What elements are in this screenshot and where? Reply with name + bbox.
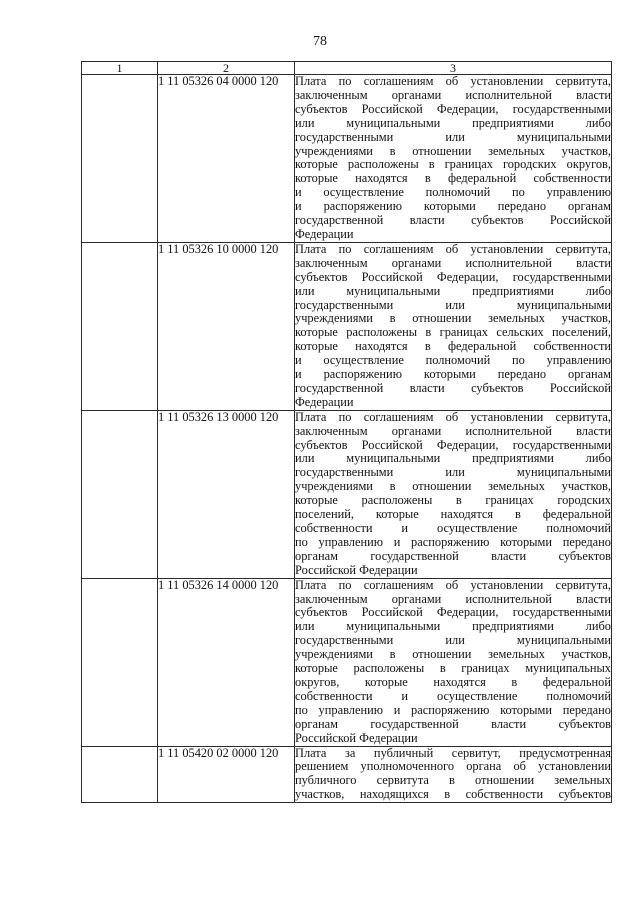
- table-row: [82, 410, 612, 578]
- description-line: органам государственной власти субъектов: [295, 549, 611, 563]
- description-line: и распоряжению которыми передано органам: [295, 200, 611, 214]
- description-cell: [295, 410, 612, 578]
- description-line: учреждениями в отношении земельных участков,: [295, 480, 611, 494]
- description-line: заключенным органами исполнительной власти: [295, 424, 611, 438]
- description-line: публичного сервитута в отношении земельных: [295, 774, 611, 788]
- description-line: субъектов Российской Федерации, государственными: [295, 606, 611, 620]
- table-header: [82, 62, 612, 75]
- description-line: государственными или муниципальными: [295, 466, 611, 480]
- description-line: которые находятся в федеральной собственности: [295, 172, 611, 186]
- table-body: [82, 75, 612, 803]
- description-line: Плата по соглашениям об установлении сервитута,: [295, 242, 611, 256]
- description-line: субъектов Российской Федерации, государственными: [295, 270, 611, 284]
- description-line: по управлению и распоряжению которыми передано: [295, 535, 611, 549]
- description-line: по управлению и распоряжению которыми передано: [295, 703, 611, 717]
- budget-classification-table: [81, 61, 612, 803]
- description-line: или муниципальными предприятиями либо: [295, 452, 611, 466]
- budget-code-cell: 1 11 05326 13 0000 120: [158, 410, 295, 578]
- page-number: 78: [313, 34, 327, 49]
- description-line: государственной власти субъектов Российской: [295, 381, 611, 395]
- column-header-3: 3: [295, 62, 612, 75]
- description-line: учреждениями в отношении земельных участков,: [295, 648, 611, 662]
- description-line: органам государственной власти субъектов: [295, 717, 611, 731]
- description-line: или муниципальными предприятиями либо: [295, 620, 611, 634]
- description-line: Плата по соглашениям об установлении сервитута,: [295, 578, 611, 592]
- description-line: поселений, которые находятся в федеральной: [295, 508, 611, 522]
- description-line: учреждениями в отношении земельных участков,: [295, 312, 611, 326]
- description-line: государственными или муниципальными: [295, 130, 611, 144]
- description-line: Плата за публичный сервитут, предусмотренная: [295, 746, 611, 760]
- description-line: государственными или муниципальными: [295, 298, 611, 312]
- description-cell: [295, 746, 612, 803]
- budget-code-cell: 1 11 05326 10 0000 120: [158, 242, 295, 410]
- description-line: государственными или муниципальными: [295, 634, 611, 648]
- description-line: заключенным органами исполнительной власти: [295, 256, 611, 270]
- description-line: которые расположены в границах городских округов,: [295, 158, 611, 172]
- description-line: субъектов Российской Федерации, государственными: [295, 438, 611, 452]
- description-line: решением уполномоченного органа об установлении: [295, 760, 611, 774]
- description-line: учреждениями в отношении земельных участков,: [295, 144, 611, 158]
- description-line: которые расположены в границах сельских поселений,: [295, 326, 611, 340]
- description-line: которые расположены в границах муниципальных: [295, 662, 611, 676]
- table-row: [82, 746, 612, 803]
- column-1-cell: [82, 746, 158, 803]
- table-row: [82, 75, 612, 243]
- description-line: округов, которые находятся в федеральной: [295, 675, 611, 689]
- description-line: Плата по соглашениям об установлении сервитута,: [295, 75, 611, 88]
- description-line: и осуществление полномочий по управлению: [295, 186, 611, 200]
- description-line: или муниципальными предприятиями либо: [295, 284, 611, 298]
- description-line: заключенным органами исполнительной власти: [295, 592, 611, 606]
- description-line: Плата по соглашениям об установлении сервитута,: [295, 410, 611, 424]
- description-line: которые расположены в границах городских: [295, 494, 611, 508]
- description-line: или муниципальными предприятиями либо: [295, 116, 611, 130]
- description-cell: [295, 75, 612, 243]
- description-line: Российской Федерации: [295, 563, 418, 577]
- description-line: и распоряжению которыми передано органам: [295, 368, 611, 382]
- column-header-1: 1: [82, 62, 158, 75]
- description-line: которые находятся в федеральной собственности: [295, 340, 611, 354]
- column-1-cell: [82, 242, 158, 410]
- description-line: Федерации: [295, 227, 354, 241]
- description-line: собственности и осуществление полномочий: [295, 522, 611, 535]
- column-1-cell: [82, 410, 158, 578]
- column-header-2: 2: [158, 62, 295, 75]
- description-line: субъектов Российской Федерации, государственными: [295, 102, 611, 116]
- description-line: собственности и осуществление полномочий: [295, 689, 611, 703]
- description-cell: [295, 242, 612, 410]
- description-line: и осуществление полномочий по управлению: [295, 354, 611, 368]
- description-cell: [295, 578, 612, 746]
- description-line: Федерации: [295, 395, 354, 409]
- table-row: [82, 578, 612, 746]
- description-line: участков, находящихся в собственности субъектов: [295, 788, 611, 802]
- column-1-cell: [82, 75, 158, 243]
- column-1-cell: [82, 578, 158, 746]
- budget-code-cell: 1 11 05326 04 0000 120: [158, 75, 295, 243]
- description-line: заключенным органами исполнительной власти: [295, 88, 611, 102]
- description-line: Российской Федерации: [295, 731, 418, 745]
- table-row: [82, 242, 612, 410]
- budget-code-cell: 1 11 05420 02 0000 120: [158, 746, 295, 803]
- header-row: [82, 62, 612, 75]
- description-line: государственной власти субъектов Российской: [295, 214, 611, 228]
- budget-code-cell: 1 11 05326 14 0000 120: [158, 578, 295, 746]
